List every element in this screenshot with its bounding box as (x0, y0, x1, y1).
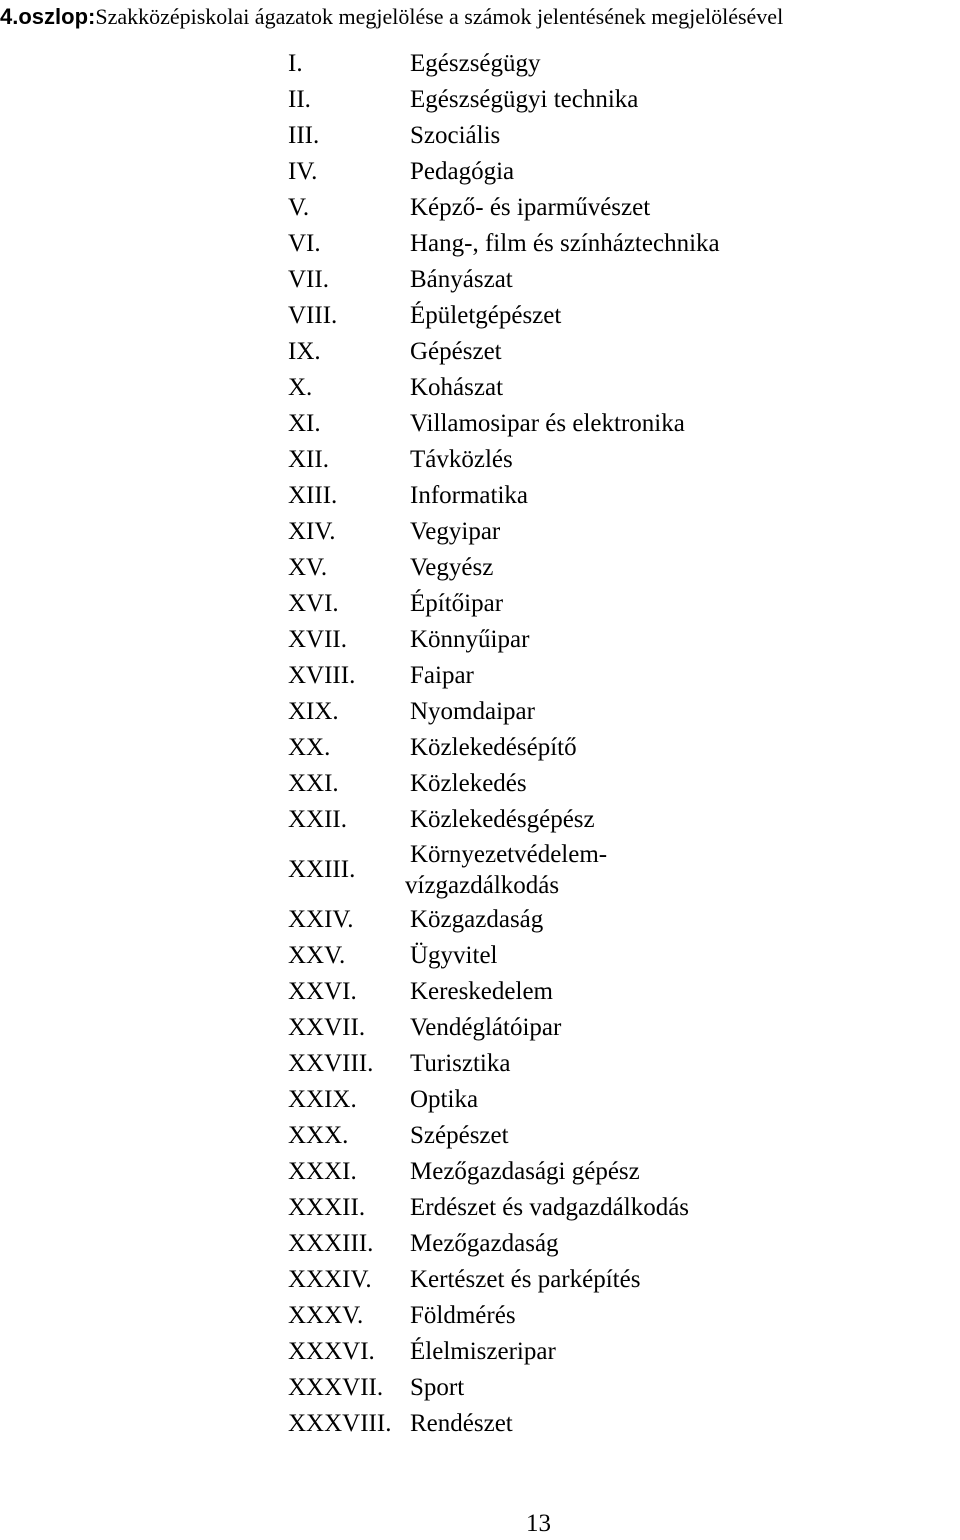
sector-name-line-1: Környezetvédelem- (410, 841, 608, 868)
sector-number: VI. (288, 230, 321, 257)
sector-name: Pedagógia (410, 158, 515, 185)
sector-row (288, 406, 768, 442)
sector-number: XIX. (288, 698, 339, 725)
sector-name: Rendészet (410, 1410, 513, 1437)
sector-row (288, 478, 768, 514)
sector-row (288, 370, 768, 406)
sector-row (288, 226, 768, 262)
sector-name: Nyomdaipar (410, 698, 535, 725)
sector-list (288, 46, 768, 1442)
sector-row (288, 118, 768, 154)
sector-row (288, 730, 768, 766)
sector-number: XXIX. (288, 1086, 357, 1113)
sector-row (288, 766, 768, 802)
sector-row (288, 902, 768, 938)
sector-row (288, 974, 768, 1010)
sector-name: Ügyvitel (410, 942, 498, 969)
sector-row (288, 802, 768, 838)
sector-row (288, 190, 768, 226)
sector-name: Faipar (410, 662, 474, 689)
sector-name: Képző- és iparművészet (410, 194, 651, 221)
heading-prefix: 4.oszlop: (0, 4, 96, 29)
sector-row (288, 1370, 768, 1406)
sector-number: XXXV. (288, 1302, 364, 1329)
sector-number: IX. (288, 338, 321, 365)
sector-number: XXVIII. (288, 1050, 374, 1077)
sector-name (405, 839, 768, 901)
sector-number: XI. (288, 410, 321, 437)
sector-name: Épületgépészet (410, 302, 562, 329)
sector-name: Építőipar (410, 590, 504, 617)
sector-number: VII. (288, 266, 329, 293)
sector-name: Sport (410, 1374, 465, 1401)
sector-name: Szociális (410, 122, 501, 149)
sector-number: XVIII. (288, 662, 356, 689)
sector-name: Egészségügy (410, 50, 541, 77)
sector-number: XXX. (288, 1122, 349, 1149)
sector-name: Könnyűipar (410, 626, 530, 653)
sector-number: XXXVII. (288, 1374, 384, 1401)
sector-name: Kohászat (410, 374, 504, 401)
sector-name: Erdészet és vadgazdálkodás (410, 1194, 690, 1221)
sector-name: Élelmiszeripar (410, 1338, 556, 1365)
sector-name: Szépészet (410, 1122, 509, 1149)
sector-name: Távközlés (410, 446, 513, 473)
page-heading (0, 2, 960, 32)
sector-name: Mezőgazdaság (410, 1230, 559, 1257)
sector-name: Turisztika (410, 1050, 511, 1077)
sector-number: XXII. (288, 806, 348, 833)
sector-row (288, 262, 768, 298)
sector-row (288, 586, 768, 622)
sector-row (288, 46, 768, 82)
sector-number: XX. (288, 734, 331, 761)
sector-number: XVII. (288, 626, 348, 653)
sector-name: Villamosipar és elektronika (410, 410, 685, 437)
sector-number: III. (288, 122, 320, 149)
sector-name: Optika (410, 1086, 479, 1113)
sector-name: Bányászat (410, 266, 513, 293)
sector-name: Vegyipar (410, 518, 501, 545)
sector-number: XXV. (288, 942, 346, 969)
sector-number: XIV. (288, 518, 336, 545)
sector-name: Földmérés (410, 1302, 516, 1329)
sector-number: I. (288, 50, 303, 77)
sector-name: Mezőgazdasági gépész (410, 1158, 640, 1185)
sector-name: Kereskedelem (410, 978, 553, 1005)
sector-number: XXXVIII. (288, 1410, 392, 1437)
sector-number: XII. (288, 446, 329, 473)
sector-name: Közlekedésgépész (410, 806, 595, 833)
sector-number: II. (288, 86, 311, 113)
sector-row (288, 514, 768, 550)
sector-number: XVI. (288, 590, 339, 617)
sector-number: XXIII. (288, 856, 356, 883)
page-number: 13 (526, 1510, 551, 1537)
sector-name: Közlekedésépítő (410, 734, 577, 761)
sector-name: Informatika (410, 482, 529, 509)
sector-number: XXXI. (288, 1158, 357, 1185)
sector-name: Vendéglátóipar (410, 1014, 562, 1041)
sector-row (288, 658, 768, 694)
sector-number: XXXVI. (288, 1338, 375, 1365)
sector-name-line-2: vízgazdálkodás (405, 872, 560, 899)
sector-row (288, 298, 768, 334)
sector-number: XV. (288, 554, 328, 581)
sector-row (288, 442, 768, 478)
sector-row (288, 694, 768, 730)
sector-row (288, 1118, 768, 1154)
sector-row (288, 154, 768, 190)
sector-row (288, 1046, 768, 1082)
sector-number: XXVII. (288, 1014, 366, 1041)
sector-row (288, 82, 768, 118)
sector-name: Közlekedés (410, 770, 527, 797)
sector-number: XXI. (288, 770, 339, 797)
sector-name: Kertészet és parképítés (410, 1266, 641, 1293)
heading-text: Szakközépiskolai ágazatok megjelölése a számok jelentésének megjelölésével (95, 4, 784, 29)
sector-name: Közgazdaság (410, 906, 544, 933)
sector-name: Egészségügyi technika (410, 86, 639, 113)
sector-name: Vegyész (410, 554, 494, 581)
sector-number: XXVI. (288, 978, 357, 1005)
sector-row (288, 1226, 768, 1262)
sector-row (288, 1406, 768, 1442)
sector-number: XXXIV. (288, 1266, 372, 1293)
sector-row (288, 938, 768, 974)
sector-row (288, 1154, 768, 1190)
sector-row (288, 1262, 768, 1298)
sector-number: XXXIII. (288, 1230, 374, 1257)
sector-number: XXIV. (288, 906, 354, 933)
sector-row (288, 1334, 768, 1370)
sector-number: IV. (288, 158, 318, 185)
sector-number: X. (288, 374, 313, 401)
sector-row (288, 334, 768, 370)
sector-row (288, 1082, 768, 1118)
sector-row (288, 838, 768, 902)
sector-row (288, 550, 768, 586)
sector-row (288, 1190, 768, 1226)
sector-number: XXXII. (288, 1194, 366, 1221)
sector-name: Gépészet (410, 338, 502, 365)
sector-number: V. (288, 194, 310, 221)
sector-row (288, 1010, 768, 1046)
sector-number: XIII. (288, 482, 338, 509)
sector-name: Hang-, film és színháztechnika (410, 230, 720, 257)
sector-number: VIII. (288, 302, 338, 329)
sector-row (288, 1298, 768, 1334)
sector-row (288, 622, 768, 658)
